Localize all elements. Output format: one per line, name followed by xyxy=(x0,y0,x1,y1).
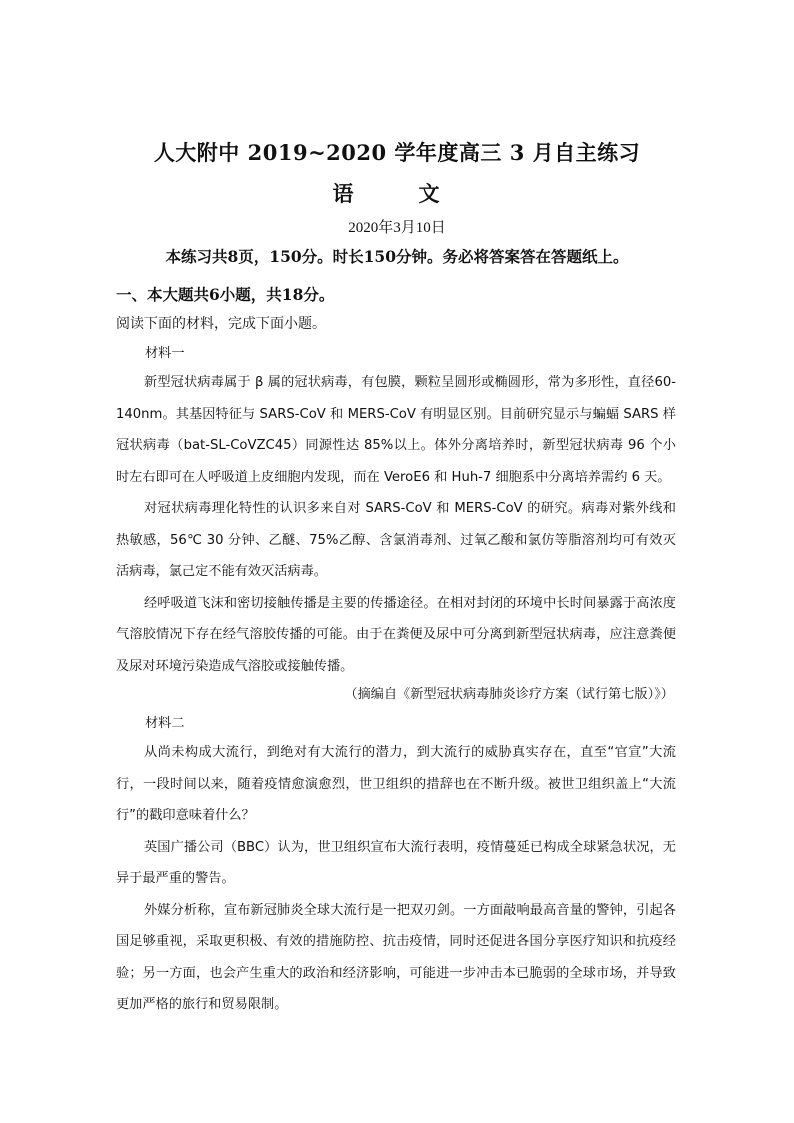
material1-source: （摘编自《新型冠状病毒肺炎诊疗方案（试行第七版）》） xyxy=(344,687,674,702)
section-heading: 一、本大题共6小题，共18分。 xyxy=(116,285,335,304)
material1-paragraph: 对冠状病毒理化特性的认识多来自对 SARS-CoV 和 MERS-CoV 的研究。病毒对紫外线和热敏感，56℃ 30 分钟、乙醚、75%乙醇、含氯消毒剂、过氧乙酸和氯仿等脂溶剂均可有效灭活病毒，氯己定不能有效灭活病毒。 xyxy=(116,501,676,579)
exam-title: 人大附中 2019~2020 学年度高三 3 月自主练习 xyxy=(153,140,641,165)
material2-label: 材料二 xyxy=(145,716,185,731)
exam-date: 2020年3月10日 xyxy=(348,220,446,236)
exam-notice: 本练习共8页，150分。时长150分钟。务必将答案答在答题纸上。 xyxy=(165,247,629,266)
material1-label: 材料一 xyxy=(145,346,185,361)
material1-body xyxy=(116,367,676,682)
material2-paragraph: 外媒分析称，宣布新冠肺炎全球大流行是一把双刃剑。一方面敲响最高音量的警钟，引起各国足够重视，采取更积极、有效的措施防控、抗击疫情，同时还促进各国分享医疗知识和抗疫经验；另一方面，也会产生重大的政治和经济影响，可能进一步冲击本已脆弱的全球市场，并导致更加严格的旅行和贸易限制。 xyxy=(116,902,676,1012)
section-instruction: 阅读下面的材料，完成下面小题。 xyxy=(116,316,326,332)
material2-body xyxy=(116,737,676,1021)
subject-title: 语 文 xyxy=(332,181,462,206)
material2-paragraph: 英国广播公司（BBC）认为，世卫组织宣布大流行表明，疫情蔓延已构成全球紧急状况，无异于最严重的警告。 xyxy=(116,839,676,886)
material2-paragraph: 从尚未构成大流行，到绝对有大流行的潜力，到大流行的威胁真实存在，直至“官宣”大流行，一段时间以来，随着疫情愈演愈烈，世卫组织的措辞也在不断升级。被世卫组织盖上“大流行”的戳印意味着什么？ xyxy=(116,745,676,823)
material1-paragraph: 经呼吸道飞沫和密切接触传播是主要的传播途径。在相对封闭的环境中长时间暴露于高浓度气溶胶情况下存在经气溶胶传播的可能。由于在粪便及尿中可分离到新型冠状病毒，应注意粪便及尿对环境污染造成气溶胶或接触传播。 xyxy=(116,595,676,674)
material1-paragraph: 新型冠状病毒属于 β 属的冠状病毒，有包膜，颗粒呈圆形或椭圆形，常为多形性，直径60-140nm。其基因特征与 SARS-CoV 和 MERS-CoV 有明显区别。目前研究显示与蝙蝠 SARS 样冠状病毒（bat-SL-CoVZC45）同源性达 85%以上。体外分离培养时，新型冠状病毒 96 个小时左右即可在人呼吸道上皮细胞内发现，而在 VeroE6 和 Huh-7 细胞系中分离培养需约 6 天。 xyxy=(116,375,676,485)
